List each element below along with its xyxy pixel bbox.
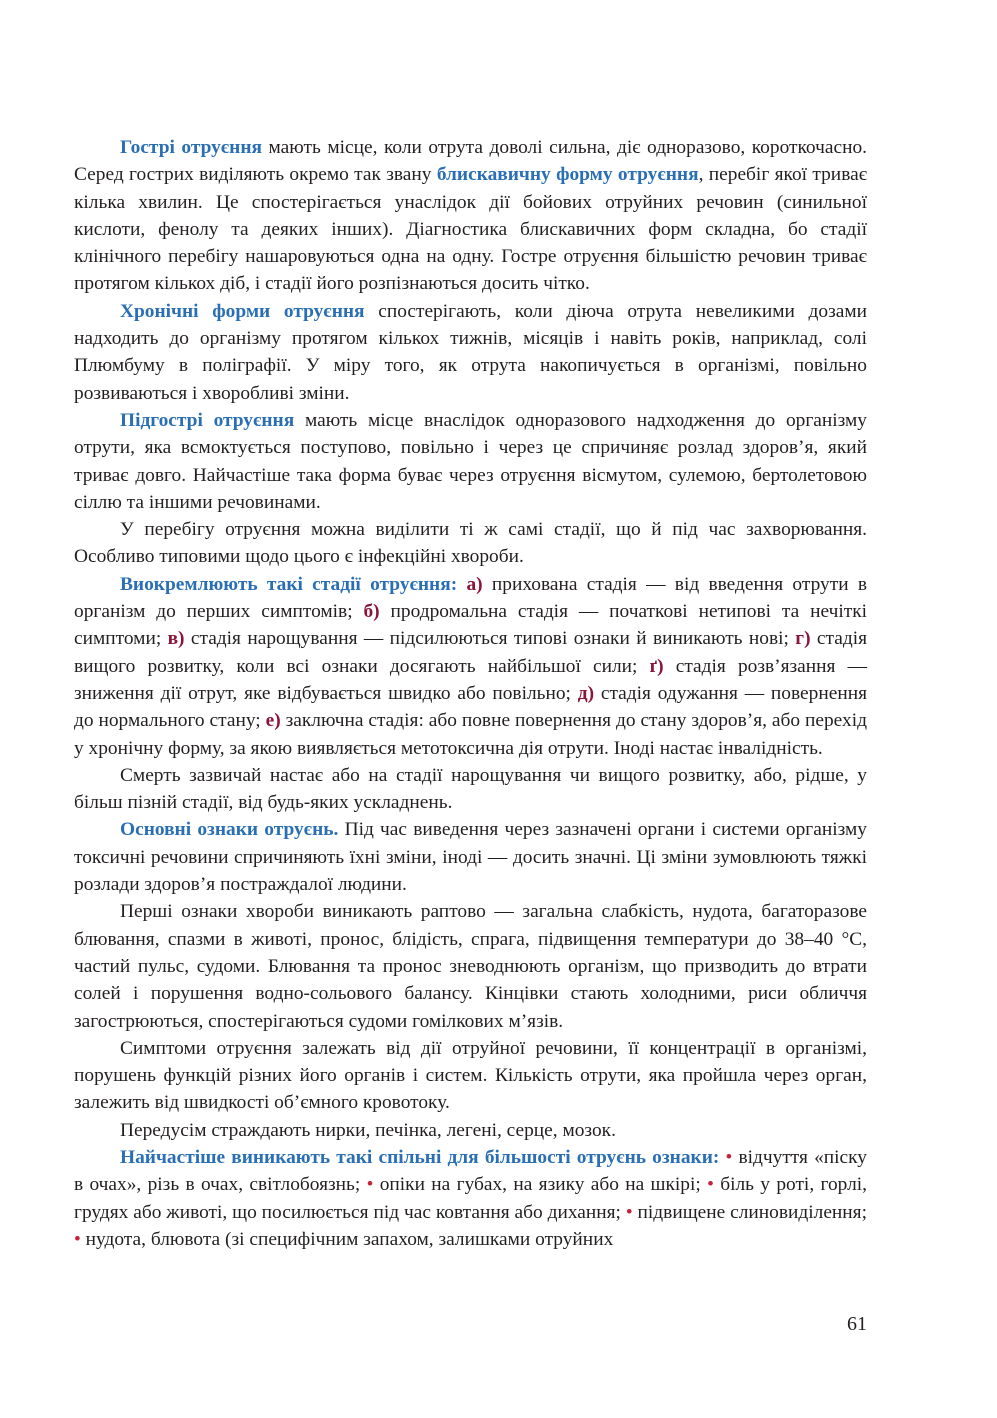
term-common-signs: Найчастіше виникають такі спільні для більшості отруєнь ознаки: [120, 1146, 720, 1168]
stage-text-d: стадія одужання — повернення до нормального стану; [74, 682, 867, 732]
text-first-signs: Перші ознаки хвороби виникають раптово — загальна слабкість, нудота, багаторазове блювання, спазми в животі, пронос, блідість, спрага, підвищення температури до 38–40 °С, частий пульс, судоми. Блювання та пронос зневоднюють організм, що призводить до втрати солей і порушення водно-сольового балансу. Кінцівки стають холодними, риси обличчя загострюються, спостерігаються судоми гомілкових м’язів. [74, 901, 867, 1032]
bullet-icon: • [366, 1174, 374, 1196]
text-course: У перебігу отруєння можна виділити ті ж самі стадії, що й під час захворювання. Особливо типовими щодо цього є інфекційні хвороби. [74, 519, 867, 568]
term-main-signs: Основні ознаки отруєнь. [120, 819, 339, 841]
paragraph-chronic [74, 298, 867, 407]
text-main-signs: Під час виведення через зазначені органи і системи організму токсичні речовини спричиняють їхні зміни, іноді — досить значні. Ці зміни зумовлюють тяжкі розлади здоров’я постраждалої людини. [74, 819, 867, 896]
paragraph-symptoms [74, 1035, 867, 1117]
paragraph-course [74, 516, 867, 571]
text-symptoms: Симптоми отруєння залежать від дії отруйної речовини, її концентрації в організмі, порушень функцій різних його органів і систем. Кількість отрути, яка пройшла через орган, залежить від швидкості об’ємного кровотоку. [74, 1037, 867, 1114]
sign-text-5: нудота, блювота (зі специфічним запахом, залишками отруйних [80, 1228, 614, 1250]
stage-marker-v: в) [167, 628, 185, 650]
paragraph-organs [74, 1117, 867, 1144]
term-chronic-forms: Хронічні форми отруєння [120, 300, 365, 322]
stage-text-b: продромальна стадія — початкові нетипові та нечіткі симптоми; [74, 601, 867, 650]
sign-text-1: відчуття «піску в очах», різь в очах, світлобоязнь; [74, 1146, 868, 1196]
bullet-icon: • [625, 1201, 633, 1223]
stage-marker-h: г) [795, 628, 811, 650]
paragraph-main-signs [74, 816, 867, 898]
paragraph-acute [74, 134, 867, 298]
text-acute-2: , перебіг якої триває кілька хвилин. Це спостерігається унаслідок дії бойових отруйних речовин (синильної кислоти, фенолу та деяких інших). Діагностика блискавичних форм складна, бо стадії клінічного перебігу нашаровуються одна на одну. Гостре отруєння більшістю речовин триває протягом кількох діб, і стадії його розпізнаються досить чітко. [74, 164, 868, 295]
stage-text-v: стадія нарощування — підсилюються типові ознаки й виникають нові; [184, 628, 796, 650]
stage-text-g: стадія розв’язання — зниження дії отрут, яке відбувається швидко або повільно; [74, 655, 867, 704]
paragraph-first-signs [74, 898, 867, 1034]
text-chronic: спостерігають, коли діюча отрута невеликими дозами надходить до організму протягом кількох тижнів, місяців і навіть років, наприклад, солі Плюмбуму в поліграфії. У міру того, як отрута накопичується в організмі, повільно розвиваються і хворобливі зміни. [74, 300, 868, 404]
stage-marker-a: а) [466, 573, 483, 595]
stage-marker-g: ґ) [649, 655, 664, 677]
text-acute-1: мають місце, коли отрута доволі сильна, діє одноразово, короткочасно. Серед гострих виділяють окремо так звану [74, 137, 868, 186]
paragraph-stages [74, 571, 867, 762]
bullet-icon: • [707, 1174, 714, 1196]
term-subacute: Підгострі отруєння [120, 409, 295, 431]
term-lightning-form: блискавичну форму отруєння [436, 164, 699, 186]
paragraph-death [74, 762, 867, 817]
sign-text-3: біль у роті, горлі, грудях або животі, що посилюється під час ковтання або дихання; [74, 1174, 868, 1223]
page-number: 61 [847, 1313, 867, 1335]
page-body [74, 134, 867, 1253]
text-subacute: мають місце внаслідок одноразового надходження до організму отрути, яка всмоктується поступово, повільно і через це спричиняє розлад здоров’я, який триває довго. Найчастіше така форма буває через отруєння вісмутом, сулемою, бертолетовою сіллю та іншими речовинами. [74, 409, 868, 513]
term-stages: Виокремлюють такі стадії отруєння: [120, 573, 458, 595]
stage-text-a: прихована стадія — від введення отрути в організм до перших симптомів; [74, 573, 867, 623]
text-organs: Передусім страждають нирки, печінка, легені, серце, мозок. [120, 1119, 616, 1141]
bullet-icon: • [74, 1228, 81, 1250]
paragraph-subacute [74, 407, 867, 516]
stage-marker-e: е) [265, 710, 281, 732]
sign-text-2: опіки на губах, на язику або на шкірі; [373, 1174, 708, 1196]
term-acute-poisoning: Гострі отруєння [120, 137, 263, 158]
stage-text-e: заключна стадія: або повне повернення до стану здоров’я, або перехід у хронічну форму, за якою виявляється метотоксична дія отрути. Іноді настає інвалідність. [74, 710, 867, 759]
sign-text-4: підвищене слиновиділення; [632, 1201, 867, 1223]
paragraph-common-signs [74, 1144, 867, 1253]
stage-marker-d: д) [577, 682, 595, 704]
stage-marker-b: б) [363, 601, 380, 623]
text-death: Смерть зазвичай настає або на стадії нарощування чи вищого розвитку, або, рідше, у більш пізній стадії, від будь-яких ускладнень. [74, 764, 867, 814]
bullet-icon: • [725, 1146, 733, 1168]
stage-text-h: стадія вищого розвитку, коли всі ознаки досягають найбільшої сили; [74, 628, 867, 677]
